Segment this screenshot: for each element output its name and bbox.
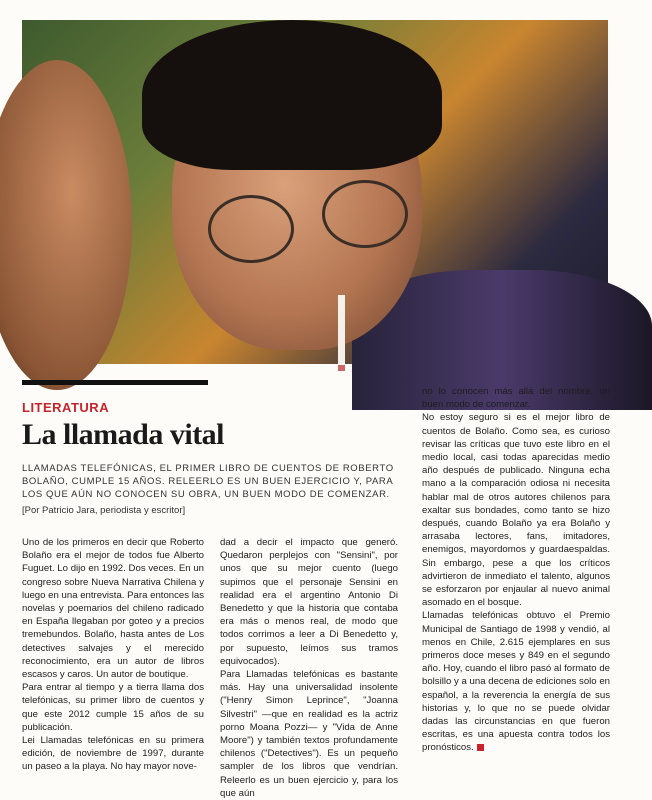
column-3 — [422, 385, 610, 795]
article-byline: [Por Patricio Jara, periodista y escritor] — [22, 505, 186, 516]
background-person — [0, 60, 132, 390]
paragraph: Uno de los primeros en decir que Roberto Bolaño era el mejor de todos fue Alberto Fuguet. Lo dijo en 1992. Dos veces. En un congreso sobre Nueva Narrativa Chilena y luego en una entrevista. Para entonces las novelas y poemarios del chileno radicado en España llegaban por goteo y a precios tremebundos. Bolaño, hasta antes de Los detectives salvajes y el merecido reconocimiento, era un autor de libros escasos y caros. Un autor de boutique. — [22, 537, 204, 681]
column-2 — [220, 536, 398, 799]
paragraph — [422, 609, 610, 754]
section-rule — [22, 380, 208, 385]
section-label: LITERATURA — [22, 400, 110, 415]
paragraph: No estoy seguro si es el mejor libro de cuentos de Bolaño. Como sea, es curioso revisar las críticas que tuvo este libro en el medio local, casi todas aparecidas medio año después de publicado. Ninguna echa mano a la comparación odiosa ni necesita hablar mal de otros autores chilenos para exaltar sus bondades, como tanto se hizo después, cuando Bolaño ya era Bolaño y arrasaba lectores, fans, imitadores, enemigos, mayordomos y guardaespaldas. Sin embargo, pese a que los críticos advirtieron de inmediato el talento, algunos se esforzaron por enjaular al nuevo animal asomado en el bosque. — [422, 412, 610, 609]
paragraph: no lo conocen más allá del nombre, un buen modo de comenzar. — [422, 386, 610, 411]
column-1 — [22, 536, 204, 791]
glasses-right-lens — [322, 180, 408, 248]
author-hair — [142, 20, 442, 170]
article-title: La llamada vital — [22, 418, 225, 451]
cigarette — [338, 295, 345, 371]
paragraph: dad a decir el impacto que generó. Quedaron perplejos con "Sensini", por unos que su mejor cuento (luego supimos que el personaje Sensini en realidad era el argentino Antonio Di Benedetto y que la historia que contaba era más o menos real, de modo que todos corrimos a leer a Di Benedetto y, por supuesto, leímos sus tramos equivocados). — [220, 537, 398, 667]
article-lede: LLAMADAS TELEFÓNICAS, EL PRIMER LIBRO DE CUENTOS DE ROBERTO BOLAÑO, CUMPLE 15 AÑOS. RELEERLO ES UN BUEN EJERCICIO Y, PARA LOS QUE AÚN NO CONOCEN SU OBRA, UN BUEN MODO DE COMENZAR. — [22, 463, 394, 500]
paragraph: Lei Llamadas telefónicas en su primera edición, de noviembre de 1997, durante un paseo a la playa. No hay mayor nove- — [22, 735, 204, 773]
author-photo — [22, 20, 608, 364]
paragraph: Para entrar al tiempo y a tierra llama dos telefónicas, su primer libro de cuentos y que este 2012 cumple 15 años de su publicación. — [22, 682, 204, 733]
glasses-left-lens — [208, 195, 294, 263]
end-of-article-mark — [477, 744, 484, 751]
paragraph-text: Llamadas telefónicas obtuvo el Premio Municipal de Santiago de 1998 y vendió, al menos en Chile, 2.615 ejemplares en sus primeros doce meses y 849 en el segundo año. Hoy, cuando el libro pasó al formato de bolsillo y a una decena de ediciones solo en español, a la reverencia la energía de sus historias y, lo que no se puede olvidar dadas las circunstancias en que fueron escritas, es una apuesta contra todos los pronósticos. — [422, 610, 610, 754]
paragraph: Para Llamadas telefónicas es bastante más. Hay una universalidad insolente ("Henry Simon Leprince", "Joanna Silvestri" —que en realidad es la actriz porno Moana Pozzi— y "Vida de Anne Moore") y también textos profundamente chilenos ("Detectives"). Es un pequeño sampler de los libros que vendrían. Releerlo es un buen ejercicio y, para los que aún — [220, 669, 398, 799]
